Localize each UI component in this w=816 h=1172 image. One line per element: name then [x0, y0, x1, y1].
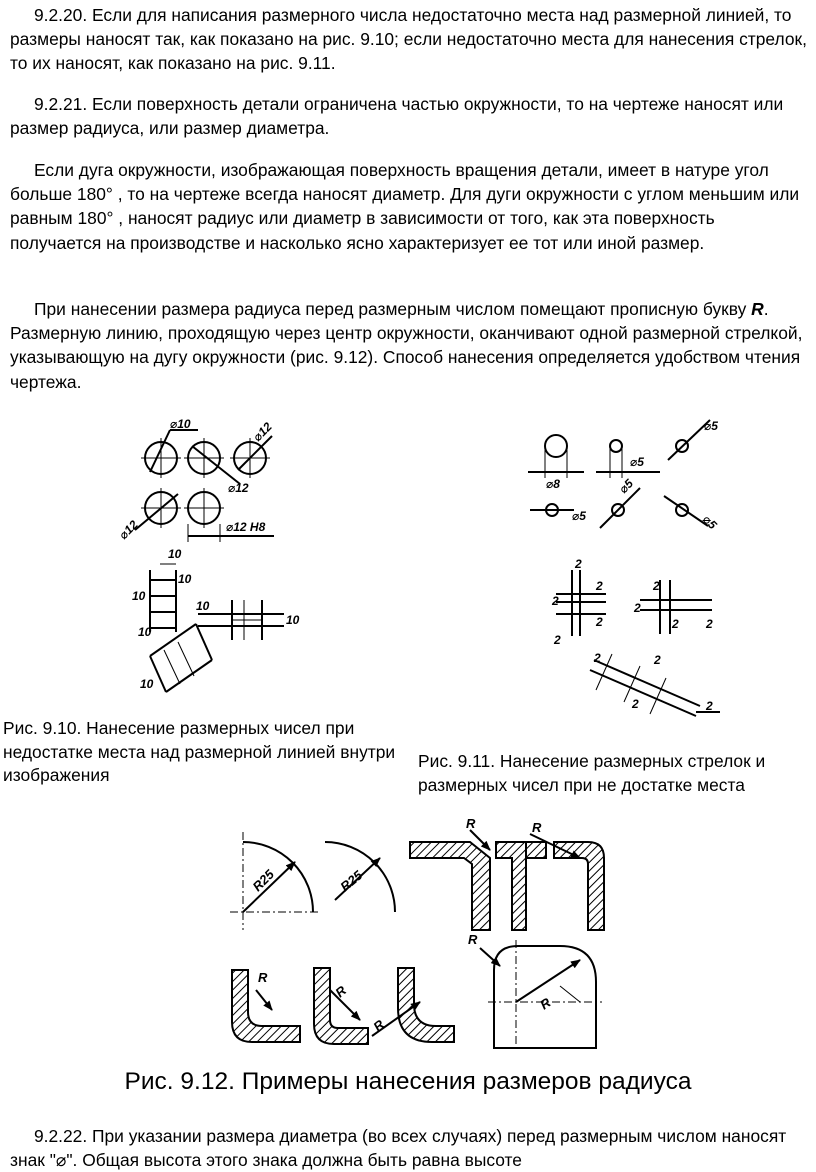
- label-d12-b: ⌀12: [250, 419, 275, 445]
- label-2-h: 2: [672, 617, 679, 631]
- label-d12-c: ⌀12: [116, 517, 141, 543]
- figure-9-10: [135, 430, 284, 692]
- label-2-b: 2: [596, 579, 603, 593]
- label-r-g: R: [537, 994, 554, 1013]
- label-d5-b: ⌀5: [704, 419, 718, 433]
- circle-d5-a: [596, 440, 660, 478]
- label-r25-a: R25: [249, 866, 277, 895]
- stacked-dims-10: [150, 564, 284, 692]
- label-10-f: 10: [138, 625, 152, 639]
- label-10-e: 10: [286, 613, 300, 627]
- hatched-profile-6: [372, 968, 454, 1042]
- label-d8: ⌀8: [546, 477, 560, 491]
- figure-9-11-labels: [546, 419, 720, 713]
- label-d5-d: ⌀5: [616, 476, 636, 497]
- label-d10: ⌀10: [170, 417, 191, 431]
- label-r-c: R: [258, 970, 268, 985]
- label-d5-a: ⌀5: [630, 455, 644, 469]
- hatched-profile-5: [314, 968, 368, 1044]
- label-2-f: 2: [653, 579, 660, 593]
- circle-d12-center: [184, 438, 240, 484]
- label-2-i: 2: [706, 617, 713, 631]
- paragraph-9-2-22-text: 9.2.22. При указании размера диаметра (во всех случаях) перед размерным числом наносят знак ": [10, 1126, 787, 1171]
- rounded-square: [480, 940, 602, 1052]
- label-r-a: R: [466, 816, 476, 831]
- caption-fig-9-12: Рис. 9.12. Примеры нанесения размеров радиуса: [124, 1068, 692, 1095]
- paragraph-radius-rule-text: При нанесении размера радиуса перед размерным числом помещают прописную букву: [34, 299, 752, 319]
- arc-r25-1: [230, 832, 320, 930]
- label-2-c: 2: [552, 594, 559, 608]
- label-2-g: 2: [634, 601, 641, 615]
- circle-d12-left: [135, 488, 181, 530]
- label-d12-a: ⌀12: [228, 481, 249, 495]
- circle-d12-right: [230, 436, 272, 478]
- label-r-e: R: [370, 1016, 388, 1035]
- paragraph-9-2-22-text-end: ". Общая высота этого знака должна быть равна высоте: [66, 1150, 522, 1171]
- label-10-g: 10: [140, 677, 154, 691]
- label-d5-e: ⌀5: [699, 512, 720, 532]
- paragraph-9-2-21-text: 9.2.21. Если поверхность детали ограничена частью окружности, то на чертеже наносят или размер радиуса, или размер диаметра.: [10, 94, 784, 139]
- label-r-f: R: [468, 932, 478, 947]
- caption-fig-9-11: Рис. 9.11. Нанесение размерных стрелок и размерных чисел при не достатке места: [418, 751, 766, 795]
- label-2-e: 2: [554, 633, 561, 647]
- grid-dims-2: [556, 570, 720, 716]
- label-2-d: 2: [596, 615, 603, 629]
- label-10-a: 10: [168, 547, 182, 561]
- label-d12h8: ⌀12 H8: [226, 520, 266, 534]
- label-10-b: 10: [178, 572, 192, 586]
- paragraph-radius-rule-text-end: . Размерную линию, проходящую через центр окружности, оканчивают одной размерной стрелкой, указывающую на дугу окружности (рис. 9.12). Способ нанесения определяется удобством чтения чертежа.: [10, 299, 803, 392]
- label-r-d: R: [332, 982, 350, 1001]
- label-d5-c: ⌀5: [572, 509, 586, 523]
- circle-d5-row2: [530, 488, 708, 528]
- caption-fig-9-10: Рис. 9.10. Нанесение размерных чисел при недостатке места над размерной линией внутри изображения: [3, 718, 396, 785]
- label-2-a: 2: [575, 557, 582, 571]
- radius-letter: R: [751, 299, 764, 319]
- figure-9-11: [528, 420, 720, 716]
- label-2-k: 2: [654, 653, 661, 667]
- label-2-j: 2: [594, 651, 601, 665]
- paragraph-9-2-20-text: 9.2.20. Если для написания размерного числа недостаточно места над размерной линией, то размеры наносят так, как показано на рис. 9.10; если недостаточно места для нанесения стрелок, то их наносят, как показано на рис. 9.11.: [10, 5, 807, 74]
- label-r-b: R: [532, 820, 542, 835]
- figure-9-12: [230, 830, 604, 1052]
- label-2-l: 2: [632, 697, 639, 711]
- paragraph-arc-rule-text: Если дуга окружности, изображающая поверхность вращения детали, имеет в натуре угол больше 180° , то на чертеже всегда наносят диаметр. Для дуги окружности с углом меньшим или равным 180° , наносят радиус или диаметр в зависимости от того, как эта поверхность получается на производстве и насколько ясно характеризует ее тот или иной размер.: [10, 160, 800, 253]
- label-10-d: 10: [196, 599, 210, 613]
- label-2-m: 2: [706, 699, 713, 713]
- circle-d8: [528, 435, 584, 478]
- label-r25-b: R25: [337, 867, 366, 895]
- diameter-sign-icon: ⌀: [55, 1150, 67, 1171]
- label-10-c: 10: [132, 589, 146, 603]
- hatched-profile-1: [410, 842, 490, 930]
